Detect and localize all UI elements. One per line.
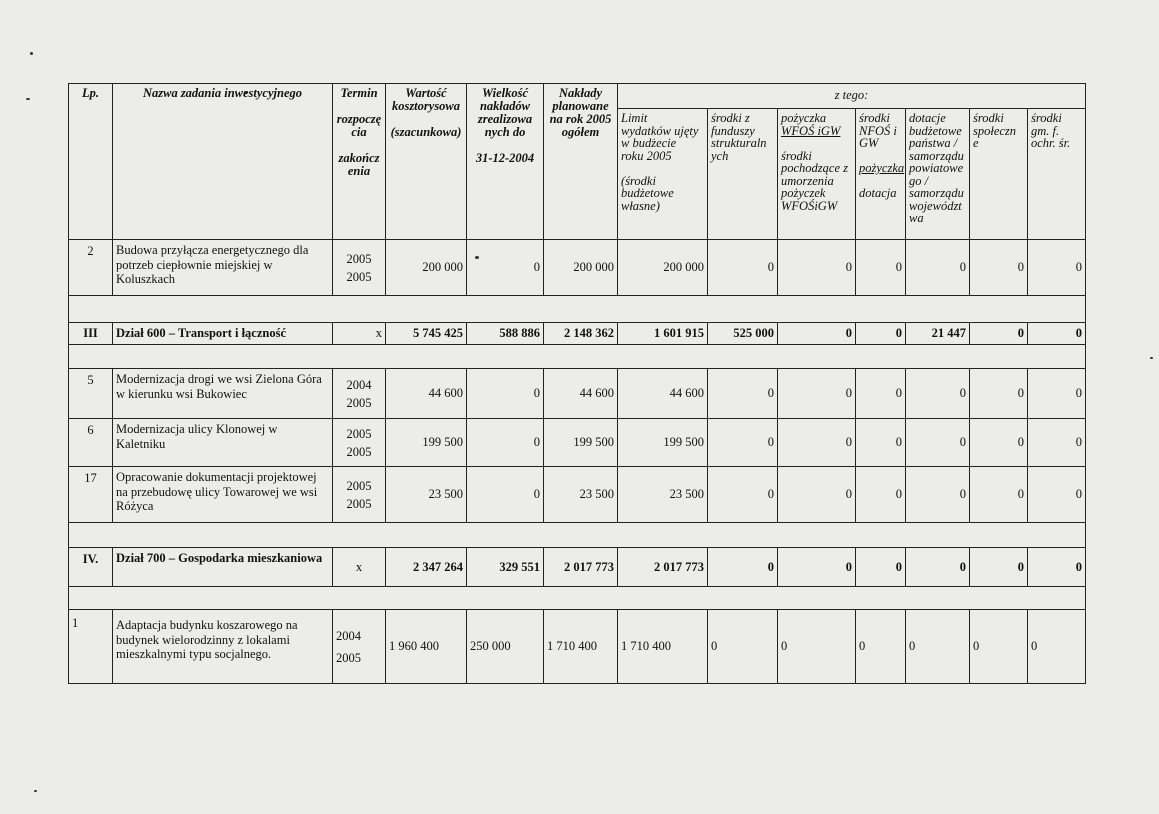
table-row <box>69 369 1086 419</box>
cell-social: 0 <box>970 323 1028 345</box>
cell-value: 5 745 425 <box>386 323 467 345</box>
cell-municipal: 0 <box>1028 240 1086 296</box>
cell-structural: 0 <box>708 467 778 523</box>
cell-nfos: 0 <box>856 467 906 523</box>
table-row <box>69 610 1086 684</box>
cell-term: 2005 2005 <box>333 467 386 523</box>
header-of-which: z tego: <box>618 84 1086 109</box>
cell-name: Dział 600 – Transport i łączność <box>113 323 333 345</box>
cell-loan: 0 <box>778 548 856 587</box>
cell-social: 0 <box>970 240 1028 296</box>
cell-value: 199 500 <box>386 419 467 467</box>
cell-nfos: 0 <box>856 610 906 684</box>
cell-loan: 0 <box>778 240 856 296</box>
header-planned: Nakłady planowane na rok 2005 ogółem <box>544 84 618 240</box>
cell-planned: 200 000 <box>544 240 618 296</box>
cell-lp: 6 <box>69 419 113 467</box>
subheader-limit: Limit wydatków ujęty w budżecie roku 2005 (środki budżetowe własne) <box>618 109 708 240</box>
cell-limit: 199 500 <box>618 419 708 467</box>
cell-subsidies: 0 <box>906 369 970 419</box>
cell-planned: 2 017 773 <box>544 548 618 587</box>
cell-limit: 23 500 <box>618 467 708 523</box>
cell-limit: 2 017 773 <box>618 548 708 587</box>
cell-term: 2004 2005 <box>333 610 386 684</box>
cell-subsidies: 0 <box>906 548 970 587</box>
cell-size: 0 <box>467 419 544 467</box>
table-row <box>69 467 1086 523</box>
cell-size: 250 000 <box>467 610 544 684</box>
cell-planned: 1 710 400 <box>544 610 618 684</box>
cell-municipal: 0 <box>1028 548 1086 587</box>
cell-term: 2004 2005 <box>333 369 386 419</box>
section-row <box>69 548 1086 587</box>
cell-term: x <box>333 548 386 587</box>
spacer-cell <box>69 345 1086 369</box>
subheader-nfos: środki NFOŚ i GW pożyczka dotacja <box>856 109 906 240</box>
cell-nfos: 0 <box>856 419 906 467</box>
cell-loan: 0 <box>778 610 856 684</box>
cell-planned: 44 600 <box>544 369 618 419</box>
cell-loan: 0 <box>778 419 856 467</box>
scan-speck <box>34 790 37 792</box>
cell-structural: 0 <box>708 369 778 419</box>
cell-social: 0 <box>970 467 1028 523</box>
spacer-cell <box>69 523 1086 548</box>
cell-nfos: 0 <box>856 323 906 345</box>
cell-subsidies: 0 <box>906 467 970 523</box>
spacer-cell <box>69 296 1086 323</box>
cell-loan: 0 <box>778 369 856 419</box>
cell-value: 2 347 264 <box>386 548 467 587</box>
scan-speck <box>26 98 30 100</box>
cell-limit: 1 601 915 <box>618 323 708 345</box>
cell-structural: 525 000 <box>708 323 778 345</box>
spacer-row <box>69 345 1086 369</box>
cell-structural: 0 <box>708 240 778 296</box>
cell-name: Dział 700 – Gospodarka mieszkaniowa <box>113 548 333 587</box>
scan-speck <box>30 52 33 55</box>
subheader-municipal: środki gm. f. ochr. śr. <box>1028 109 1086 240</box>
cell-limit: 200 000 <box>618 240 708 296</box>
cell-name: Modernizacja drogi we wsi Zielona Góra w kierunku wsi Bukowiec <box>113 369 333 419</box>
investment-table <box>68 83 1086 684</box>
cell-lp: III <box>69 323 113 345</box>
header-value: Wartość kosztorysowa (szacunkowa) <box>386 84 467 240</box>
cell-loan: 0 <box>778 323 856 345</box>
cell-lp: 5 <box>69 369 113 419</box>
cell-term: 2005 2005 <box>333 240 386 296</box>
subheader-structural: środki z funduszy strukturaln ych <box>708 109 778 240</box>
cell-size: 0 <box>467 467 544 523</box>
scan-speck <box>1150 357 1153 359</box>
spacer-row <box>69 587 1086 610</box>
cell-nfos: 0 <box>856 548 906 587</box>
cell-municipal: 0 <box>1028 323 1086 345</box>
cell-value: 1 960 400 <box>386 610 467 684</box>
cell-planned: 199 500 <box>544 419 618 467</box>
cell-name: Budowa przyłącza energetycznego dla potrzeb ciepłownie miejskiej w Koluszkach <box>113 240 333 296</box>
cell-structural: 0 <box>708 610 778 684</box>
cell-social: 0 <box>970 419 1028 467</box>
cell-limit: 1 710 400 <box>618 610 708 684</box>
spacer-row <box>69 296 1086 323</box>
cell-lp: 1 <box>69 610 113 684</box>
header-row <box>69 84 1086 109</box>
cell-nfos: 0 <box>856 369 906 419</box>
cell-lp: IV. <box>69 548 113 587</box>
table-row <box>69 240 1086 296</box>
subheader-social: środki społeczn e <box>970 109 1028 240</box>
table-row <box>69 419 1086 467</box>
cell-municipal: 0 <box>1028 419 1086 467</box>
cell-planned: 23 500 <box>544 467 618 523</box>
subheader-loan: pożyczka WFOŚ iGW środki pochodzące z umorzenia pożyczek WFOŚiGW <box>778 109 856 240</box>
cell-municipal: 0 <box>1028 467 1086 523</box>
section-row <box>69 323 1086 345</box>
cell-structural: 0 <box>708 419 778 467</box>
cell-term: 2005 2005 <box>333 419 386 467</box>
cell-name: Modernizacja ulicy Klonowej w Kaletniku <box>113 419 333 467</box>
cell-size: 588 886 <box>467 323 544 345</box>
cell-lp: 17 <box>69 467 113 523</box>
cell-value: 23 500 <box>386 467 467 523</box>
cell-subsidies: 21 447 <box>906 323 970 345</box>
header-size: Wielkość nakładów zrealizowa nych do 31-12-2004 <box>467 84 544 240</box>
cell-subsidies: 0 <box>906 419 970 467</box>
cell-social: 0 <box>970 369 1028 419</box>
cell-term: x <box>333 323 386 345</box>
spacer-cell <box>69 587 1086 610</box>
cell-municipal: 0 <box>1028 610 1086 684</box>
cell-subsidies: 0 <box>906 610 970 684</box>
cell-loan: 0 <box>778 467 856 523</box>
cell-nfos: 0 <box>856 240 906 296</box>
cell-social: 0 <box>970 610 1028 684</box>
cell-name: Adaptacja budynku koszarowego na budynek wielorodzinny z lokalami mieszkalnymi typu socjalnego. <box>113 610 333 684</box>
header-name: Nazwa zadania inwestycyjnego <box>113 84 333 240</box>
cell-structural: 0 <box>708 548 778 587</box>
cell-limit: 44 600 <box>618 369 708 419</box>
cell-name: Opracowanie dokumentacji projektowej na przebudowę ulicy Towarowej we wsi Różyca <box>113 467 333 523</box>
cell-planned: 2 148 362 <box>544 323 618 345</box>
cell-social: 0 <box>970 548 1028 587</box>
subheader-subsidies: dotacje budżetowe państwa / samorządu powiatowe go / samorządu województ wa <box>906 109 970 240</box>
cell-size: 329 551 <box>467 548 544 587</box>
cell-lp: 2 <box>69 240 113 296</box>
cell-subsidies: 0 <box>906 240 970 296</box>
header-term: Termin rozpoczę cia zakończ enia <box>333 84 386 240</box>
cell-municipal: 0 <box>1028 369 1086 419</box>
header-lp: Lp. <box>69 84 113 240</box>
cell-value: 44 600 <box>386 369 467 419</box>
cell-size: 0 <box>467 369 544 419</box>
cell-value: 200 000 <box>386 240 467 296</box>
cell-size: 0 <box>467 240 544 296</box>
spacer-row <box>69 523 1086 548</box>
